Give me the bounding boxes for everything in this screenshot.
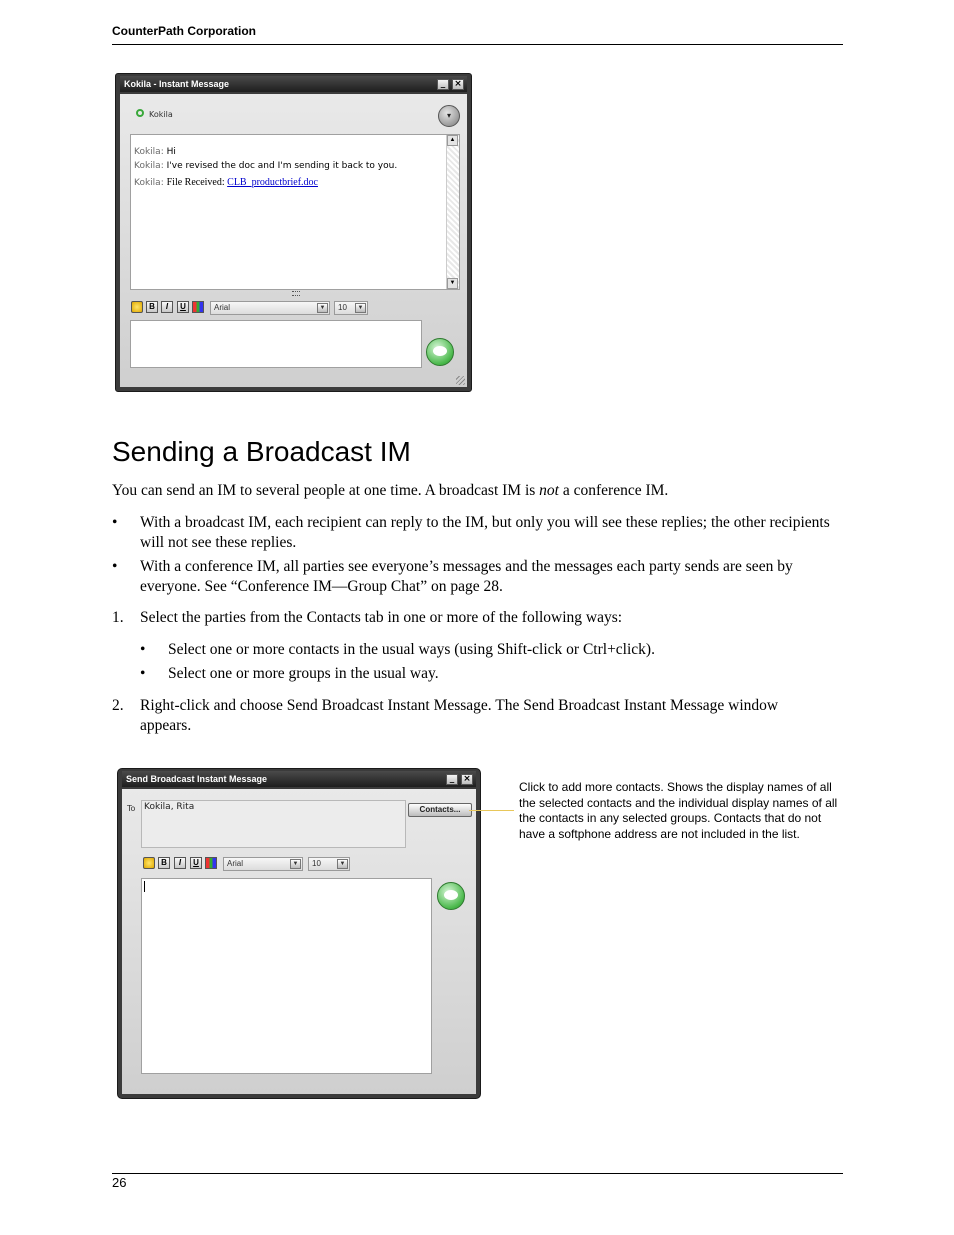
bold-icon[interactable]: B (158, 857, 170, 869)
resize-grip-icon[interactable] (456, 376, 465, 385)
sub-bullet-item: Select one or more contacts in the usual ways (using Shift-click or Ctrl+click). (168, 641, 655, 658)
scroll-up-icon[interactable]: ▲ (447, 135, 458, 146)
emoticon-icon[interactable] (143, 857, 155, 869)
recipients-field (141, 800, 406, 848)
contacts-button[interactable]: Contacts... (408, 803, 472, 817)
file-link[interactable]: CLB_productbrief.doc (227, 177, 318, 188)
broadcast-window-title: Send Broadcast Instant Message (126, 774, 268, 784)
message-line: Kokila: I've revised the doc and I'm sending it back to you. (134, 161, 398, 171)
step-number: 2. (112, 697, 124, 714)
minimize-icon[interactable]: _ (446, 774, 458, 785)
contacts-callout: Click to add more contacts. Shows the display names of all the selected contacts and the individual display names of all the contacts in any selected groups. Contacts that do not have a softphone address are not included in the list. (519, 780, 838, 841)
callout-line (469, 810, 514, 811)
message-line: Kokila: Hi (134, 147, 176, 157)
close-icon[interactable]: × (461, 774, 473, 785)
send-message-icon[interactable] (437, 882, 465, 910)
bullet-item: With a conference IM, all parties see everyone’s messages and the messages each party sends are seen by everyone. See “Conference IM—Group Chat” on page 28. (140, 558, 793, 595)
broadcast-message-input[interactable] (141, 878, 432, 1074)
page-number: 26 (112, 1175, 127, 1190)
close-icon[interactable]: × (452, 79, 464, 90)
message-history (130, 134, 460, 290)
im-window-titlebar (120, 76, 467, 92)
step-number: 1. (112, 609, 124, 626)
broadcast-window-client (122, 789, 476, 1094)
text-color-icon[interactable] (192, 301, 204, 313)
message-input[interactable] (130, 320, 422, 368)
sub-bullet-item: Select one or more groups in the usual way. (168, 665, 439, 682)
chevron-down-icon: ▼ (290, 859, 301, 869)
online-status-icon (136, 109, 144, 117)
font-size-select[interactable]: 10 ▼ (334, 301, 368, 315)
font-name-select[interactable]: Arial ▼ (223, 857, 303, 871)
font-name-select[interactable]: Arial ▼ (210, 301, 330, 315)
step-item: Right-click and choose Send Broadcast Instant Message. The Send Broadcast Instant Message window appears. (140, 697, 779, 734)
footer-rule (112, 1173, 843, 1174)
step-item: Select the parties from the Contacts tab in one or more of the following ways: (140, 609, 623, 626)
text-cursor (144, 881, 145, 892)
bullet-item: With a broadcast IM, each recipient can reply to the IM, but only you will see these replies; the other recipients will not see these replies. (140, 514, 830, 551)
italic-icon[interactable]: I (161, 301, 173, 313)
im-window (115, 73, 472, 392)
bullet-icon: • (140, 641, 146, 658)
contact-name: Kokila (149, 110, 173, 119)
emoticon-icon[interactable] (131, 301, 143, 313)
bullet-icon: • (112, 558, 118, 575)
font-size-select[interactable]: 10 ▼ (308, 857, 350, 871)
text-color-icon[interactable] (205, 857, 217, 869)
section-heading: Sending a Broadcast IM (112, 436, 411, 467)
message-line: Kokila: File Received: CLB_productbrief.doc (134, 177, 318, 188)
bullet-icon: • (112, 514, 118, 531)
minimize-icon[interactable]: _ (437, 79, 449, 90)
send-message-icon[interactable] (426, 338, 454, 366)
recipients-list: Kokila, Rita (144, 802, 195, 812)
broadcast-window-titlebar (122, 771, 476, 787)
scroll-down-icon[interactable]: ▼ (447, 278, 458, 289)
chevron-down-icon: ▼ (355, 303, 366, 313)
header-rule (112, 44, 843, 45)
options-dropdown-icon[interactable]: ▾ (438, 105, 460, 127)
im-window-title: Kokila - Instant Message (124, 79, 230, 89)
chevron-down-icon: ▼ (317, 303, 328, 313)
bold-icon[interactable]: B (146, 301, 158, 313)
im-window-client (120, 94, 467, 387)
running-header: CounterPath Corporation (112, 24, 256, 38)
underline-icon[interactable]: U (177, 301, 189, 313)
intro-paragraph: You can send an IM to several people at one time. A broadcast IM is not a conference IM. (112, 482, 669, 499)
history-scrollbar[interactable] (446, 135, 459, 289)
bullet-icon: • (140, 665, 146, 682)
underline-icon[interactable]: U (190, 857, 202, 869)
to-label: To (127, 804, 136, 813)
broadcast-window (117, 768, 481, 1099)
italic-icon[interactable]: I (174, 857, 186, 869)
splitter-grip-icon[interactable] (292, 291, 300, 296)
chevron-down-icon: ▼ (337, 859, 348, 869)
